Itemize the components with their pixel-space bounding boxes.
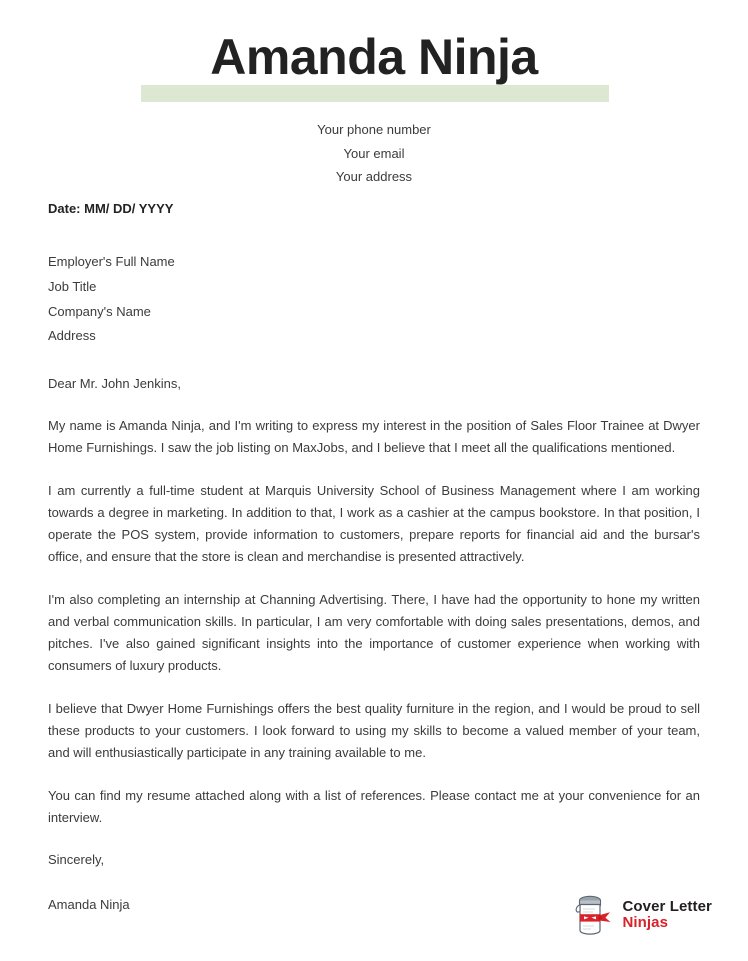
recipient-job-title: Job Title: [48, 278, 97, 294]
recipient-company: Company's Name: [48, 303, 151, 319]
body-paragraph-2: I am currently a full-time student at Marquis University School of Business Management where I am working towards a degree in marketing. In addition to that, I work as a cashier at the campus bookstore. In that position, I operate the POS system, provide information to customers, prepare reports for financial aid and the bursar's office, and ensure that the store is clean and merchandise is presented attractively.: [48, 483, 700, 565]
ninja-scroll-icon: [567, 892, 613, 938]
recipient-address: Address: [48, 328, 96, 344]
recipient-block: [48, 250, 700, 349]
brand-logo: [567, 892, 712, 938]
recipient-name: Employer's Full Name: [48, 254, 175, 269]
body-paragraph-4: I believe that Dwyer Home Furnishings offers the best quality furniture in the region, and I would be proud to sell these products to your customers. I look forward to using my skills to become a valued member of your team, and will enthusiastically participate in any training available to me.: [48, 701, 700, 761]
signature-name: Amanda Ninja: [48, 897, 130, 913]
page-title: Amanda Ninja: [210, 29, 538, 85]
closing-line: Sincerely,: [48, 852, 105, 868]
salutation: Dear Mr. John Jenkins,: [48, 376, 181, 392]
brand-line-cover-letter: Cover Letter: [622, 898, 712, 916]
letter-body: [48, 200, 700, 914]
contact-address: Your address: [335, 169, 413, 184]
date-line: Date: MM/ DD/ YYYY: [48, 201, 174, 216]
body-paragraph-5: You can find my resume attached along with a list of references. Please contact me at your convenience for an interview.: [48, 788, 700, 826]
body-paragraph-1: My name is Amanda Ninja, and I'm writing to express my interest in the position of Sales Floor Trainee at Dwyer Home Furnishings. I saw the job listing on MaxJobs, and I believe that I meet all the qualifications mentioned.: [48, 418, 700, 456]
contact-phone: Your phone number: [317, 122, 431, 137]
name-heading-wrap: [0, 28, 748, 104]
body-paragraph-3: I'm also completing an internship at Channing Advertising. There, I have had the opportunity to hone my written and verbal communication skills. In particular, I am very comfortable with doing sales presentations, demos, and pitches. I've also gained significant insights into the importance of customer experience when working with consumers of luxury products.: [48, 592, 700, 674]
contact-email: Your email: [343, 145, 405, 161]
brand-line-ninjas: Ninjas: [622, 914, 669, 931]
letter-header: [0, 0, 748, 189]
name-highlight-band: [141, 85, 609, 102]
brand-logo-text: [622, 899, 712, 931]
contact-block: [0, 118, 748, 189]
